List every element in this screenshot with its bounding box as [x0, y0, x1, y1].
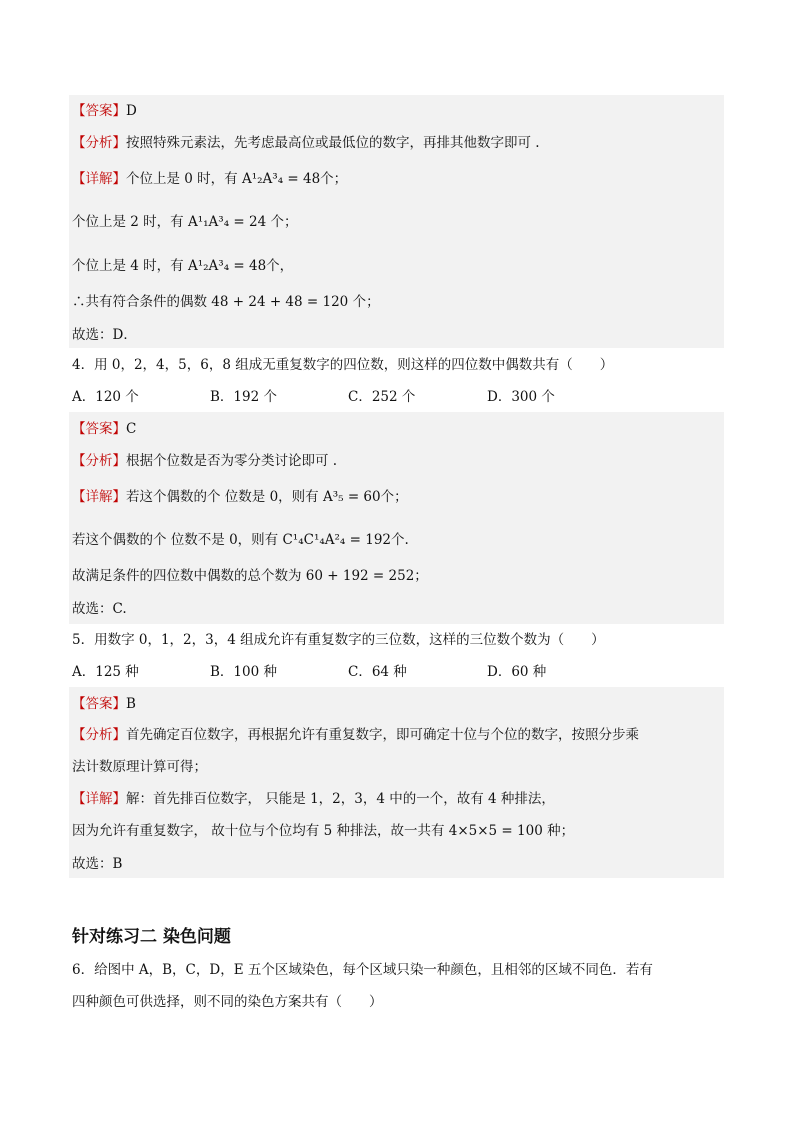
q3-detail-line-5: 故选：D． — [72, 327, 137, 343]
q4-answer-line — [72, 420, 136, 438]
q6-stem-line-1: 6．给图中 A，B，C，D，E 五个区域染色，每个区域只染一种颜色，且相邻的区域不同色．若有 — [72, 962, 653, 978]
q4-detail-line-1 — [72, 488, 408, 506]
q5-analysis-line-2: 法计数原理计算可得； — [72, 759, 207, 775]
q3-analysis: 按照特殊元素法，先考虑最高位或最低位的数字，再排其他数字即可 . — [126, 135, 540, 151]
q4-answer: C — [126, 421, 137, 437]
q5-option-c: C．64 种 — [348, 664, 407, 680]
q4-option-c: C．252 个 — [348, 389, 416, 405]
analysis-tag: 【分析】 — [72, 135, 126, 151]
q3-detail-line-4: ∴共有符合条件的偶数 48 + 24 + 48 = 120 个； — [72, 294, 380, 310]
q5-detail-line-1 — [72, 790, 555, 808]
q5-analysis-line-1 — [72, 726, 639, 744]
q5-answer: B — [126, 696, 136, 712]
q5-option-a: A．125 种 — [72, 664, 139, 680]
section-heading: 针对练习二 染色问题 — [72, 927, 231, 947]
q4-analysis: 根据个位数是否为零分类讨论即可 . — [126, 453, 338, 469]
q5-detail-line-2: 因为允许有重复数字， 故十位与个位均有 5 种排法，故一共有 4×5×5 = 100 种； — [72, 823, 575, 839]
q5-detail-text: 解：首先排百位数字， 只能是 1，2，3，4 中的一个，故有 4 种排法， — [126, 791, 555, 807]
q4-solution-box — [69, 412, 724, 624]
q6-stem-line-2: 四种颜色可供选择，则不同的染色方案共有（ ） — [72, 994, 383, 1010]
q5-analysis-text: 首先确定百位数字，再根据允许有重复数字，即可确定十位与个位的数字，按照分步乘 — [126, 727, 639, 743]
q3-analysis-line — [72, 134, 540, 152]
q5-detail-line-3: 故选：B — [72, 856, 123, 872]
detail-tag: 【详解】 — [72, 171, 126, 187]
q4-stem: 4．用 0，2，4，5，6，8 组成无重复数字的四位数，则这样的四位数中偶数共有（ ） — [72, 357, 614, 373]
detail-tag: 【详解】 — [72, 791, 126, 807]
analysis-tag: 【分析】 — [72, 727, 126, 743]
q5-stem: 5．用数字 0，1，2，3，4 组成允许有重复数字的三位数，这样的三位数个数为（ ） — [72, 632, 605, 648]
q4-option-d: D．300 个 — [487, 389, 555, 405]
q3-detail-line-2: 个位上是 2 时，有 A¹₁A³₄ = 24 个； — [72, 214, 298, 230]
answer-tag: 【答案】 — [72, 421, 126, 437]
q4-analysis-line — [72, 452, 337, 470]
q5-solution-box — [69, 687, 724, 878]
q4-detail-line-2: 若这个偶数的个 位数不是 0，则有 C¹₄C¹₄A²₄ = 192个. — [72, 532, 409, 548]
q4-option-a: A．120 个 — [72, 389, 139, 405]
q3-detail-line-3: 个位上是 4 时，有 A¹₂A³₄ = 48个， — [72, 258, 294, 274]
q3-answer-line — [72, 102, 137, 120]
q5-option-d: D．60 种 — [487, 664, 547, 680]
q4-detail-line-4: 故选：C. — [72, 601, 127, 617]
q4-option-b: B．192 个 — [210, 389, 277, 405]
analysis-tag: 【分析】 — [72, 453, 126, 469]
q5-answer-line — [72, 695, 136, 713]
q4-detail-line-3: 故满足条件的四位数中偶数的总个数为 60 + 192 = 252； — [72, 568, 428, 584]
answer-tag: 【答案】 — [72, 696, 126, 712]
answer-tag: 【答案】 — [72, 103, 126, 119]
q3-answer: D — [126, 103, 137, 119]
q5-option-b: B．100 种 — [210, 664, 277, 680]
q3-detail-text: 个位上是 0 时，有 A¹₂A³₄ = 48个； — [126, 171, 348, 187]
q4-detail-text: 若这个偶数的个 位数是 0，则有 A³₅ = 60个； — [126, 489, 408, 505]
detail-tag: 【详解】 — [72, 489, 126, 505]
q3-detail-line-1 — [72, 170, 347, 188]
